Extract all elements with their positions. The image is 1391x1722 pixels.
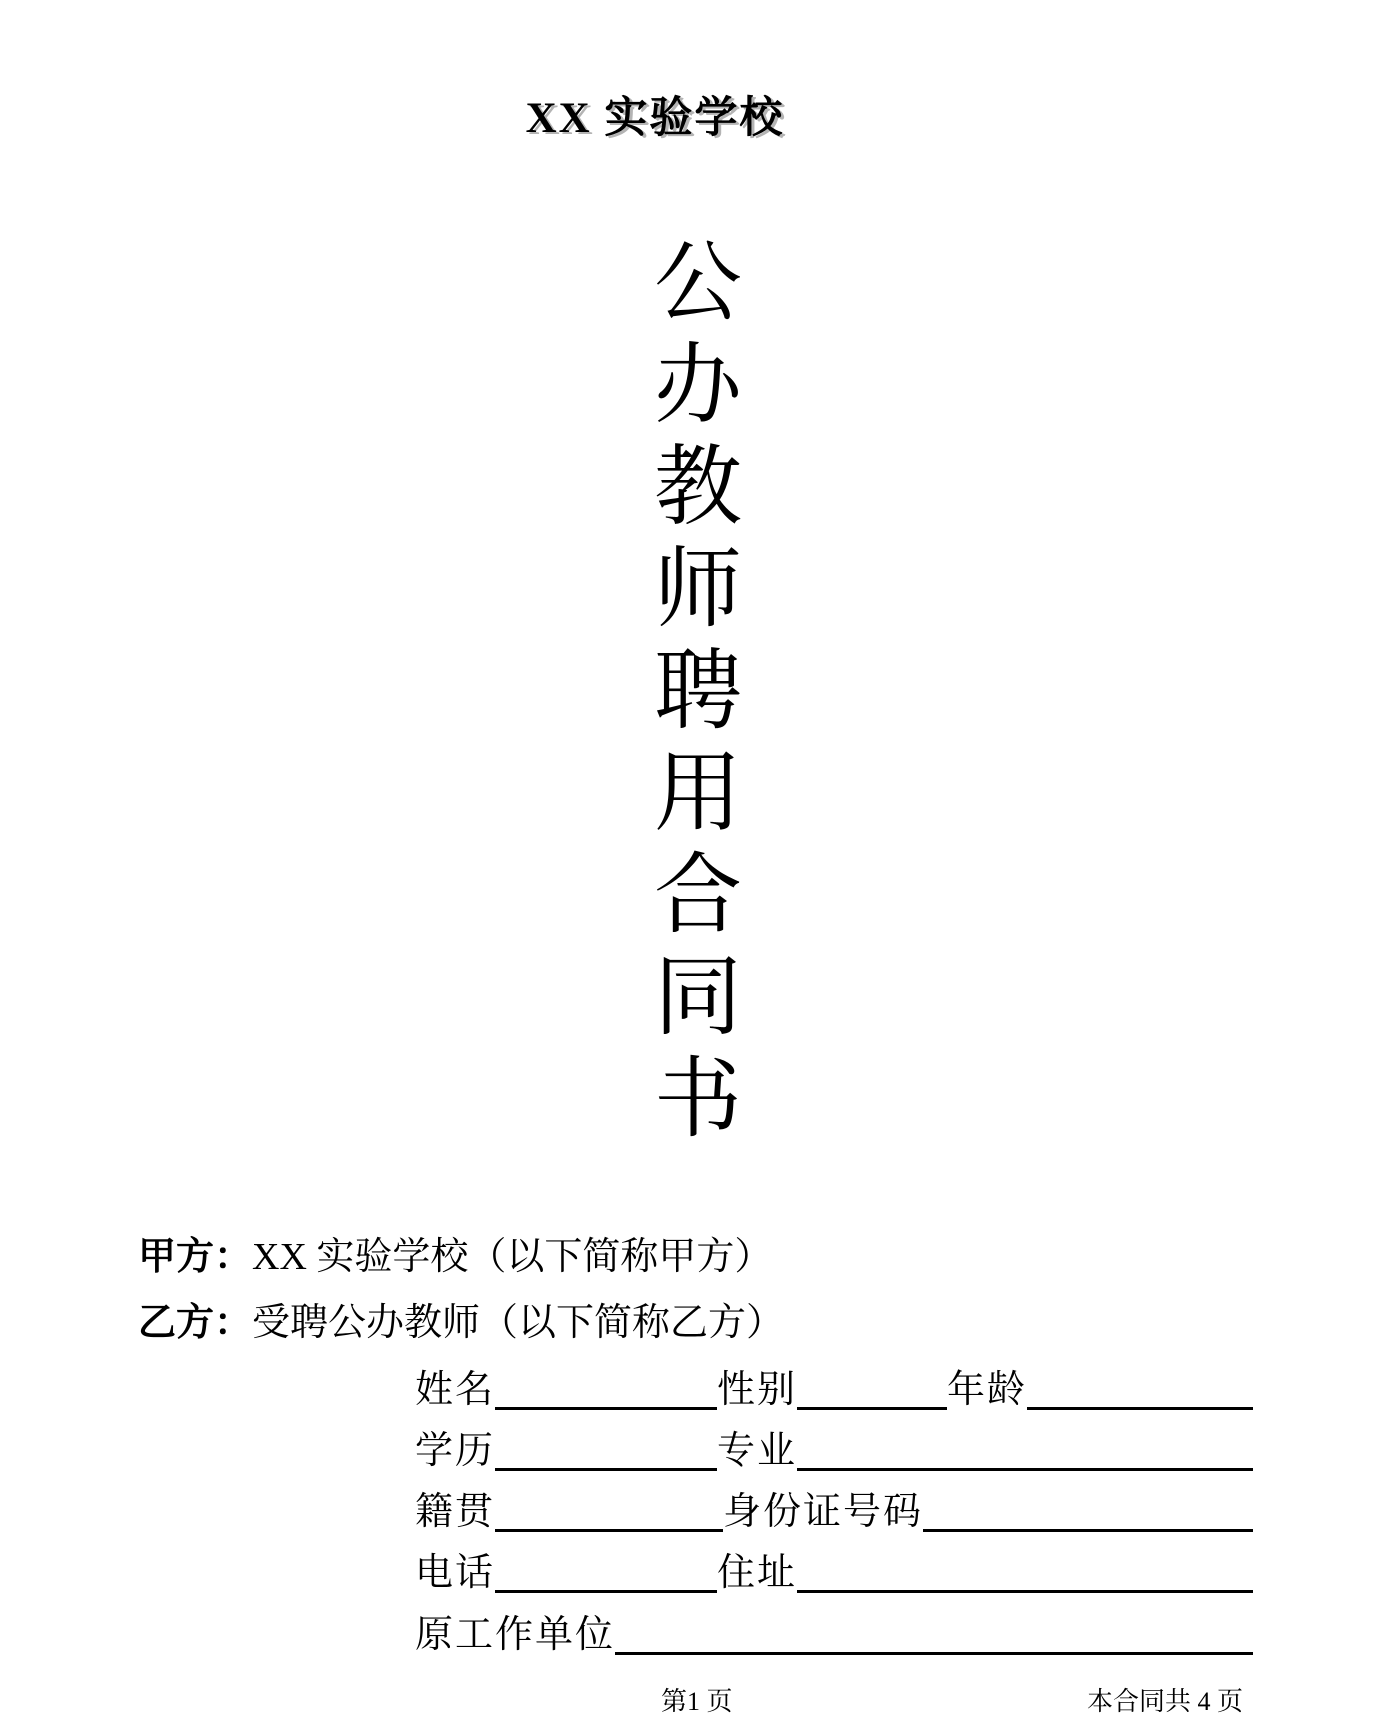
phone-label: 电话: [415, 1552, 496, 1594]
education-blank: [495, 1425, 717, 1471]
title-char: 教: [653, 440, 743, 537]
form-row-former-employer: [415, 1609, 1253, 1655]
major-blank: [797, 1425, 1253, 1471]
form-row-name-gender-age: [415, 1364, 1253, 1410]
title-char: 合: [653, 848, 743, 945]
phone-blank: [495, 1547, 717, 1593]
education-label: 学历: [415, 1430, 496, 1472]
title-char: 同: [653, 950, 743, 1047]
id-number-label: 身份证号码: [723, 1491, 924, 1533]
school-header-title: XX 实验学校: [525, 95, 785, 142]
party-b-value: 受聘公办教师（以下简称乙方）: [252, 1302, 785, 1344]
title-char: 聘: [653, 644, 743, 741]
party-b-label: 乙方：: [138, 1302, 253, 1344]
major-label: 专业: [717, 1430, 798, 1472]
form-row-education-major: [415, 1425, 1253, 1471]
form-row-nativeplace-id: [415, 1486, 1253, 1532]
address-blank: [797, 1547, 1253, 1593]
party-a-label: 甲方：: [138, 1236, 253, 1278]
age-label: 年龄: [947, 1369, 1028, 1411]
native-place-blank: [495, 1486, 723, 1532]
party-a-line: [138, 1236, 772, 1280]
title-char: 办: [653, 338, 743, 435]
native-place-label: 籍贯: [415, 1491, 496, 1533]
footer-total-pages: 本合同共 4 页: [1086, 1687, 1243, 1716]
name-blank: [495, 1364, 717, 1410]
id-number-blank: [923, 1486, 1253, 1532]
title-char: 公: [653, 236, 743, 333]
address-label: 住址: [717, 1552, 798, 1594]
party-b-line: [138, 1302, 784, 1346]
former-employer-blank: [615, 1609, 1253, 1655]
former-employer-label: 原工作单位: [415, 1614, 616, 1656]
contract-vertical-title: [654, 234, 742, 1152]
party-a-value: XX 实验学校（以下简称甲方）: [252, 1236, 773, 1278]
gender-label: 性别: [717, 1369, 798, 1411]
title-char: 书: [653, 1052, 743, 1149]
footer-page-number: 第1 页: [661, 1687, 733, 1716]
name-label: 姓名: [415, 1369, 496, 1411]
age-blank: [1027, 1364, 1253, 1410]
form-row-phone-address: [415, 1547, 1253, 1593]
title-char: 用: [653, 746, 743, 843]
title-char: 师: [653, 542, 743, 639]
gender-blank: [797, 1364, 947, 1410]
